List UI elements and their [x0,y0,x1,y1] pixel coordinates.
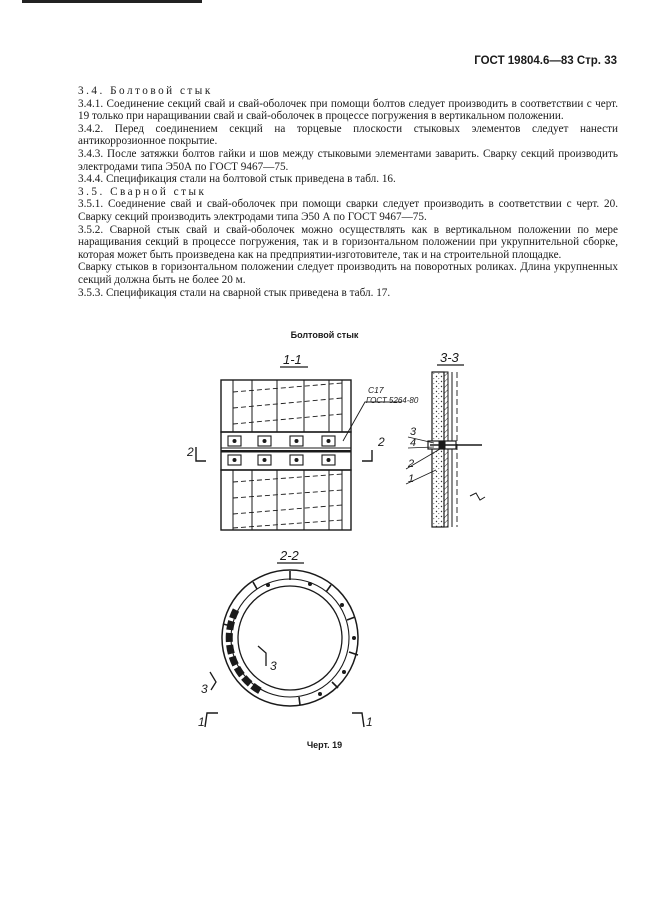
paragraph: 3.5.1. Соединение свай и свай-оболочек при помощи сварки следует производить в соответствии с черт. 20. Сварку секций производить электродами типа Э50 А по ГОСТ 9467—75. [78,198,618,223]
mark-1-right: 1 [366,715,373,729]
paragraph: Сварку стыков в горизонтальном положении следует производить на поворотных роликах. Длина укрупненных секций должна быть не более 20 м. [78,261,618,286]
callout-gost: ГОСТ 5264-80 [366,396,419,405]
figure-caption: Черт. 19 [306,740,343,750]
paragraph: 3.4.4. Спецификация стали на болтовой стык приведена в табл. 16. [78,173,396,186]
mark-3-outer: 3 [201,682,208,696]
paragraph: 3.5.3. Спецификация стали на сварной стык приведена в табл. 17. [78,286,391,299]
pos-4: 4 [410,437,417,449]
mark-3-inner: 3 [270,659,277,673]
section-1-1-view [186,352,419,530]
page-header: ГОСТ 19804.6—83 Стр. 33 [474,55,617,67]
callout-c17: С17 [368,385,384,395]
section-3-3-view [406,350,485,527]
paragraph: 3.4.1. Соединение секций свай и свай-оболочек при помощи болтов следует производить в соответствии с черт. 19 только при наращивании свай и свай-оболочек в процессе погружения в вертикальном положении. [78,97,618,123]
mark-2-left: 2 [187,445,194,459]
section-1-1-label: 1-1 [283,352,302,367]
pos-3: 3 [410,426,417,438]
section-2-2-view [198,548,373,729]
section-2-2-label: 2-2 [280,548,299,563]
section-heading: 3.4. Болтовой стык [78,85,213,97]
paragraph: 3.5.2. Сварной стык свай и свай-оболочек можно осуществлять как в вертикальном положении по мере наращивания секций в процессе погружения, так и в горизонтальном положении при укрупнительной сборке, которая может быть произведена как на предприятии-изготовителе, так и на строительной площадке. [78,223,618,261]
mark-1-left: 1 [198,715,205,729]
paragraph: 3.4.3. После затяжки болтов гайки и шов между стыковыми элементами заварить. Сварку секций производить электродами типа Э50А по ГОСТ 9467—75. [78,147,618,173]
figure-title: Болтовой стык [290,330,359,340]
paragraph: 3.4.2. Перед соединением секций на торцевые плоскости стыковых элементов следует нанести антикоррозионное покрытие. [78,122,618,148]
section-heading: 3.5. Сварной стык [78,185,207,198]
pos-2: 2 [408,458,415,470]
section-3-3-label: 3-3 [440,350,459,365]
mark-2-right: 2 [378,435,385,449]
pos-1: 1 [408,473,415,485]
